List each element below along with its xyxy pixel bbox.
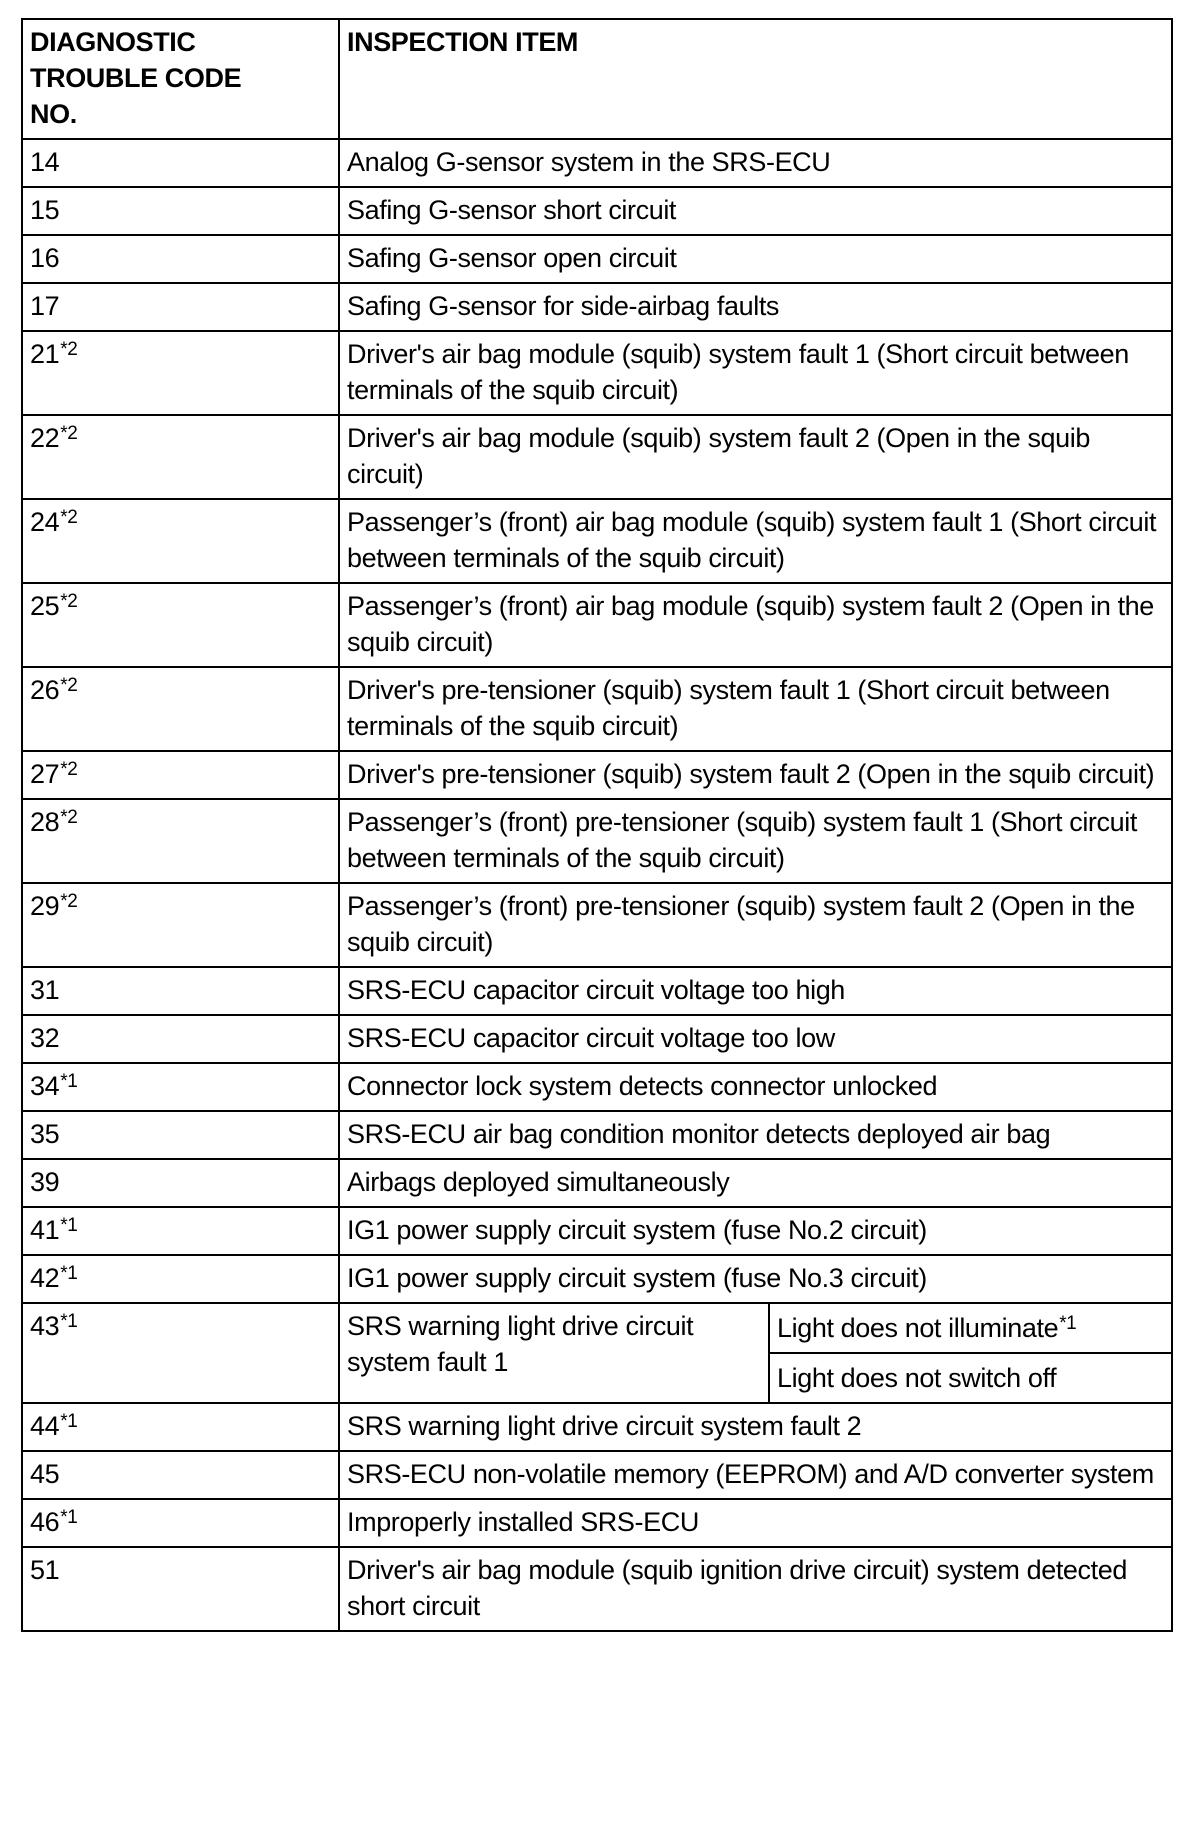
table-row (22, 499, 1172, 583)
table-row (22, 1207, 1172, 1255)
code-cell (22, 883, 339, 967)
footnote-marker: *2 (60, 507, 78, 528)
code-cell (22, 1159, 339, 1207)
trouble-code: 45 (30, 1459, 60, 1489)
trouble-code: 42 (30, 1263, 60, 1293)
code-cell (22, 331, 339, 415)
inspection-item-cell: SRS-ECU non-volatile memory (EEPROM) and A/D converter system (339, 1451, 1172, 1499)
table-row (22, 967, 1172, 1015)
code-column-header: DIAGNOSTIC TROUBLE CODE NO. (22, 19, 339, 139)
inspection-item-cell: Driver's air bag module (squib) system fault 2 (Open in the squib circuit) (339, 415, 1172, 499)
inspection-item-cell: Passenger’s (front) pre-tensioner (squib) system fault 2 (Open in the squib circuit) (339, 883, 1172, 967)
footnote-marker: *1 (1059, 1313, 1077, 1334)
footnote-marker: *2 (60, 675, 78, 696)
inspection-item-cell: Passenger’s (front) air bag module (squib) system fault 1 (Short circuit between terminals of the squib circuit) (339, 499, 1172, 583)
inspection-item-cell: Connector lock system detects connector unlocked (339, 1063, 1172, 1111)
code-cell (22, 1303, 339, 1403)
trouble-code: 29 (30, 891, 60, 921)
inspection-item-cell: SRS-ECU capacitor circuit voltage too low (339, 1015, 1172, 1063)
code-cell (22, 139, 339, 187)
table-row (22, 283, 1172, 331)
code-cell (22, 187, 339, 235)
item-column-header: INSPECTION ITEM (339, 19, 1172, 139)
inspection-item-cell: IG1 power supply circuit system (fuse No.3 circuit) (339, 1255, 1172, 1303)
trouble-code: 25 (30, 591, 60, 621)
footnote-marker: *2 (60, 339, 78, 360)
inspection-item-cell: IG1 power supply circuit system (fuse No.2 circuit) (339, 1207, 1172, 1255)
symptom-light-not-illuminate (770, 1304, 1171, 1352)
inspection-item-cell: Analog G-sensor system in the SRS-ECU (339, 139, 1172, 187)
table-row (22, 331, 1172, 415)
table-row (22, 1547, 1172, 1631)
table-header-row (22, 19, 1172, 139)
code-cell (22, 1111, 339, 1159)
table-row (22, 1159, 1172, 1207)
table-row (22, 883, 1172, 967)
table-row (22, 667, 1172, 751)
inspection-item-cell: Improperly installed SRS-ECU (339, 1499, 1172, 1547)
code-cell (22, 1207, 339, 1255)
code-cell (22, 1015, 339, 1063)
code-cell (22, 1451, 339, 1499)
table-body (22, 139, 1172, 1631)
code-cell (22, 667, 339, 751)
inspection-item-cell: Passenger’s (front) pre-tensioner (squib) system fault 1 (Short circuit between terminals of the squib circuit) (339, 799, 1172, 883)
table-row (22, 1451, 1172, 1499)
inspection-item-cell: Airbags deployed simultaneously (339, 1159, 1172, 1207)
trouble-code: 17 (30, 291, 60, 321)
code-cell (22, 1403, 339, 1451)
trouble-code: 31 (30, 975, 60, 1005)
table-row (22, 1403, 1172, 1451)
code-cell (22, 235, 339, 283)
code-cell (22, 799, 339, 883)
footnote-marker: *2 (60, 423, 78, 444)
table-row (22, 139, 1172, 187)
table-row (22, 1063, 1172, 1111)
code-cell (22, 1255, 339, 1303)
footnote-marker: *1 (60, 1411, 78, 1432)
inspection-item-cell: Driver's air bag module (squib ignition drive circuit) system detected short circuit (339, 1547, 1172, 1631)
inspection-item-cell: Driver's pre-tensioner (squib) system fault 1 (Short circuit between terminals of the squib circuit) (339, 667, 1172, 751)
symptom-light-not-switch-off: Light does not switch off (770, 1352, 1171, 1402)
table-row-split (22, 1303, 1172, 1403)
table-row (22, 415, 1172, 499)
code-cell (22, 1547, 339, 1631)
code-cell (22, 283, 339, 331)
trouble-code: 46 (30, 1507, 60, 1537)
trouble-code: 14 (30, 147, 60, 177)
footnote-marker: *1 (60, 1215, 78, 1236)
inspection-item-cell: Driver's pre-tensioner (squib) system fault 2 (Open in the squib circuit) (339, 751, 1172, 799)
footnote-marker: *1 (60, 1311, 78, 1332)
table-row (22, 1499, 1172, 1547)
footnote-marker: *2 (60, 891, 78, 912)
trouble-code: 24 (30, 507, 60, 537)
inspection-item-cell: SRS-ECU capacitor circuit voltage too high (339, 967, 1172, 1015)
trouble-code: 32 (30, 1023, 60, 1053)
inspection-item-cell: SRS warning light drive circuit system fault 2 (339, 1403, 1172, 1451)
inspection-item-cell: Passenger’s (front) air bag module (squib) system fault 2 (Open in the squib circuit) (339, 583, 1172, 667)
inspection-item-cell: Safing G-sensor open circuit (339, 235, 1172, 283)
trouble-code: 39 (30, 1167, 60, 1197)
footnote-marker: *2 (60, 807, 78, 828)
footnote-marker: *2 (60, 591, 78, 612)
table-row (22, 583, 1172, 667)
table-row (22, 751, 1172, 799)
symptom-text: Light does not illuminate (777, 1313, 1059, 1343)
trouble-code: 28 (30, 807, 60, 837)
code-cell (22, 967, 339, 1015)
inspection-item-cell: Driver's air bag module (squib) system fault 1 (Short circuit between terminals of the squib circuit) (339, 331, 1172, 415)
footnote-marker: *1 (60, 1507, 78, 1528)
trouble-code: 43 (30, 1311, 60, 1341)
trouble-code: 15 (30, 195, 60, 225)
code-cell (22, 583, 339, 667)
code-cell (22, 751, 339, 799)
inspection-item-cell: Safing G-sensor for side-airbag faults (339, 283, 1172, 331)
table-row (22, 1255, 1172, 1303)
code-cell (22, 499, 339, 583)
code-cell (22, 415, 339, 499)
trouble-code: 26 (30, 675, 60, 705)
footnote-marker: *1 (60, 1263, 78, 1284)
symptom-cell (769, 1303, 1172, 1403)
footnote-marker: *1 (60, 1071, 78, 1092)
dtc-table (21, 18, 1173, 1632)
inspection-item-cell: SRS-ECU air bag condition monitor detects deployed air bag (339, 1111, 1172, 1159)
code-cell (22, 1499, 339, 1547)
trouble-code: 44 (30, 1411, 60, 1441)
inspection-item-cell: SRS warning light drive circuit system fault 1 (339, 1303, 769, 1403)
trouble-code: 21 (30, 339, 60, 369)
trouble-code: 16 (30, 243, 60, 273)
trouble-code: 22 (30, 423, 60, 453)
code-cell (22, 1063, 339, 1111)
trouble-code: 34 (30, 1071, 60, 1101)
trouble-code: 27 (30, 759, 60, 789)
trouble-code: 41 (30, 1215, 60, 1245)
footnote-marker: *2 (60, 759, 78, 780)
trouble-code: 51 (30, 1555, 60, 1585)
trouble-code: 35 (30, 1119, 60, 1149)
table-row (22, 187, 1172, 235)
inspection-item-cell: Safing G-sensor short circuit (339, 187, 1172, 235)
table-row (22, 1015, 1172, 1063)
table-row (22, 799, 1172, 883)
table-row (22, 1111, 1172, 1159)
table-row (22, 235, 1172, 283)
